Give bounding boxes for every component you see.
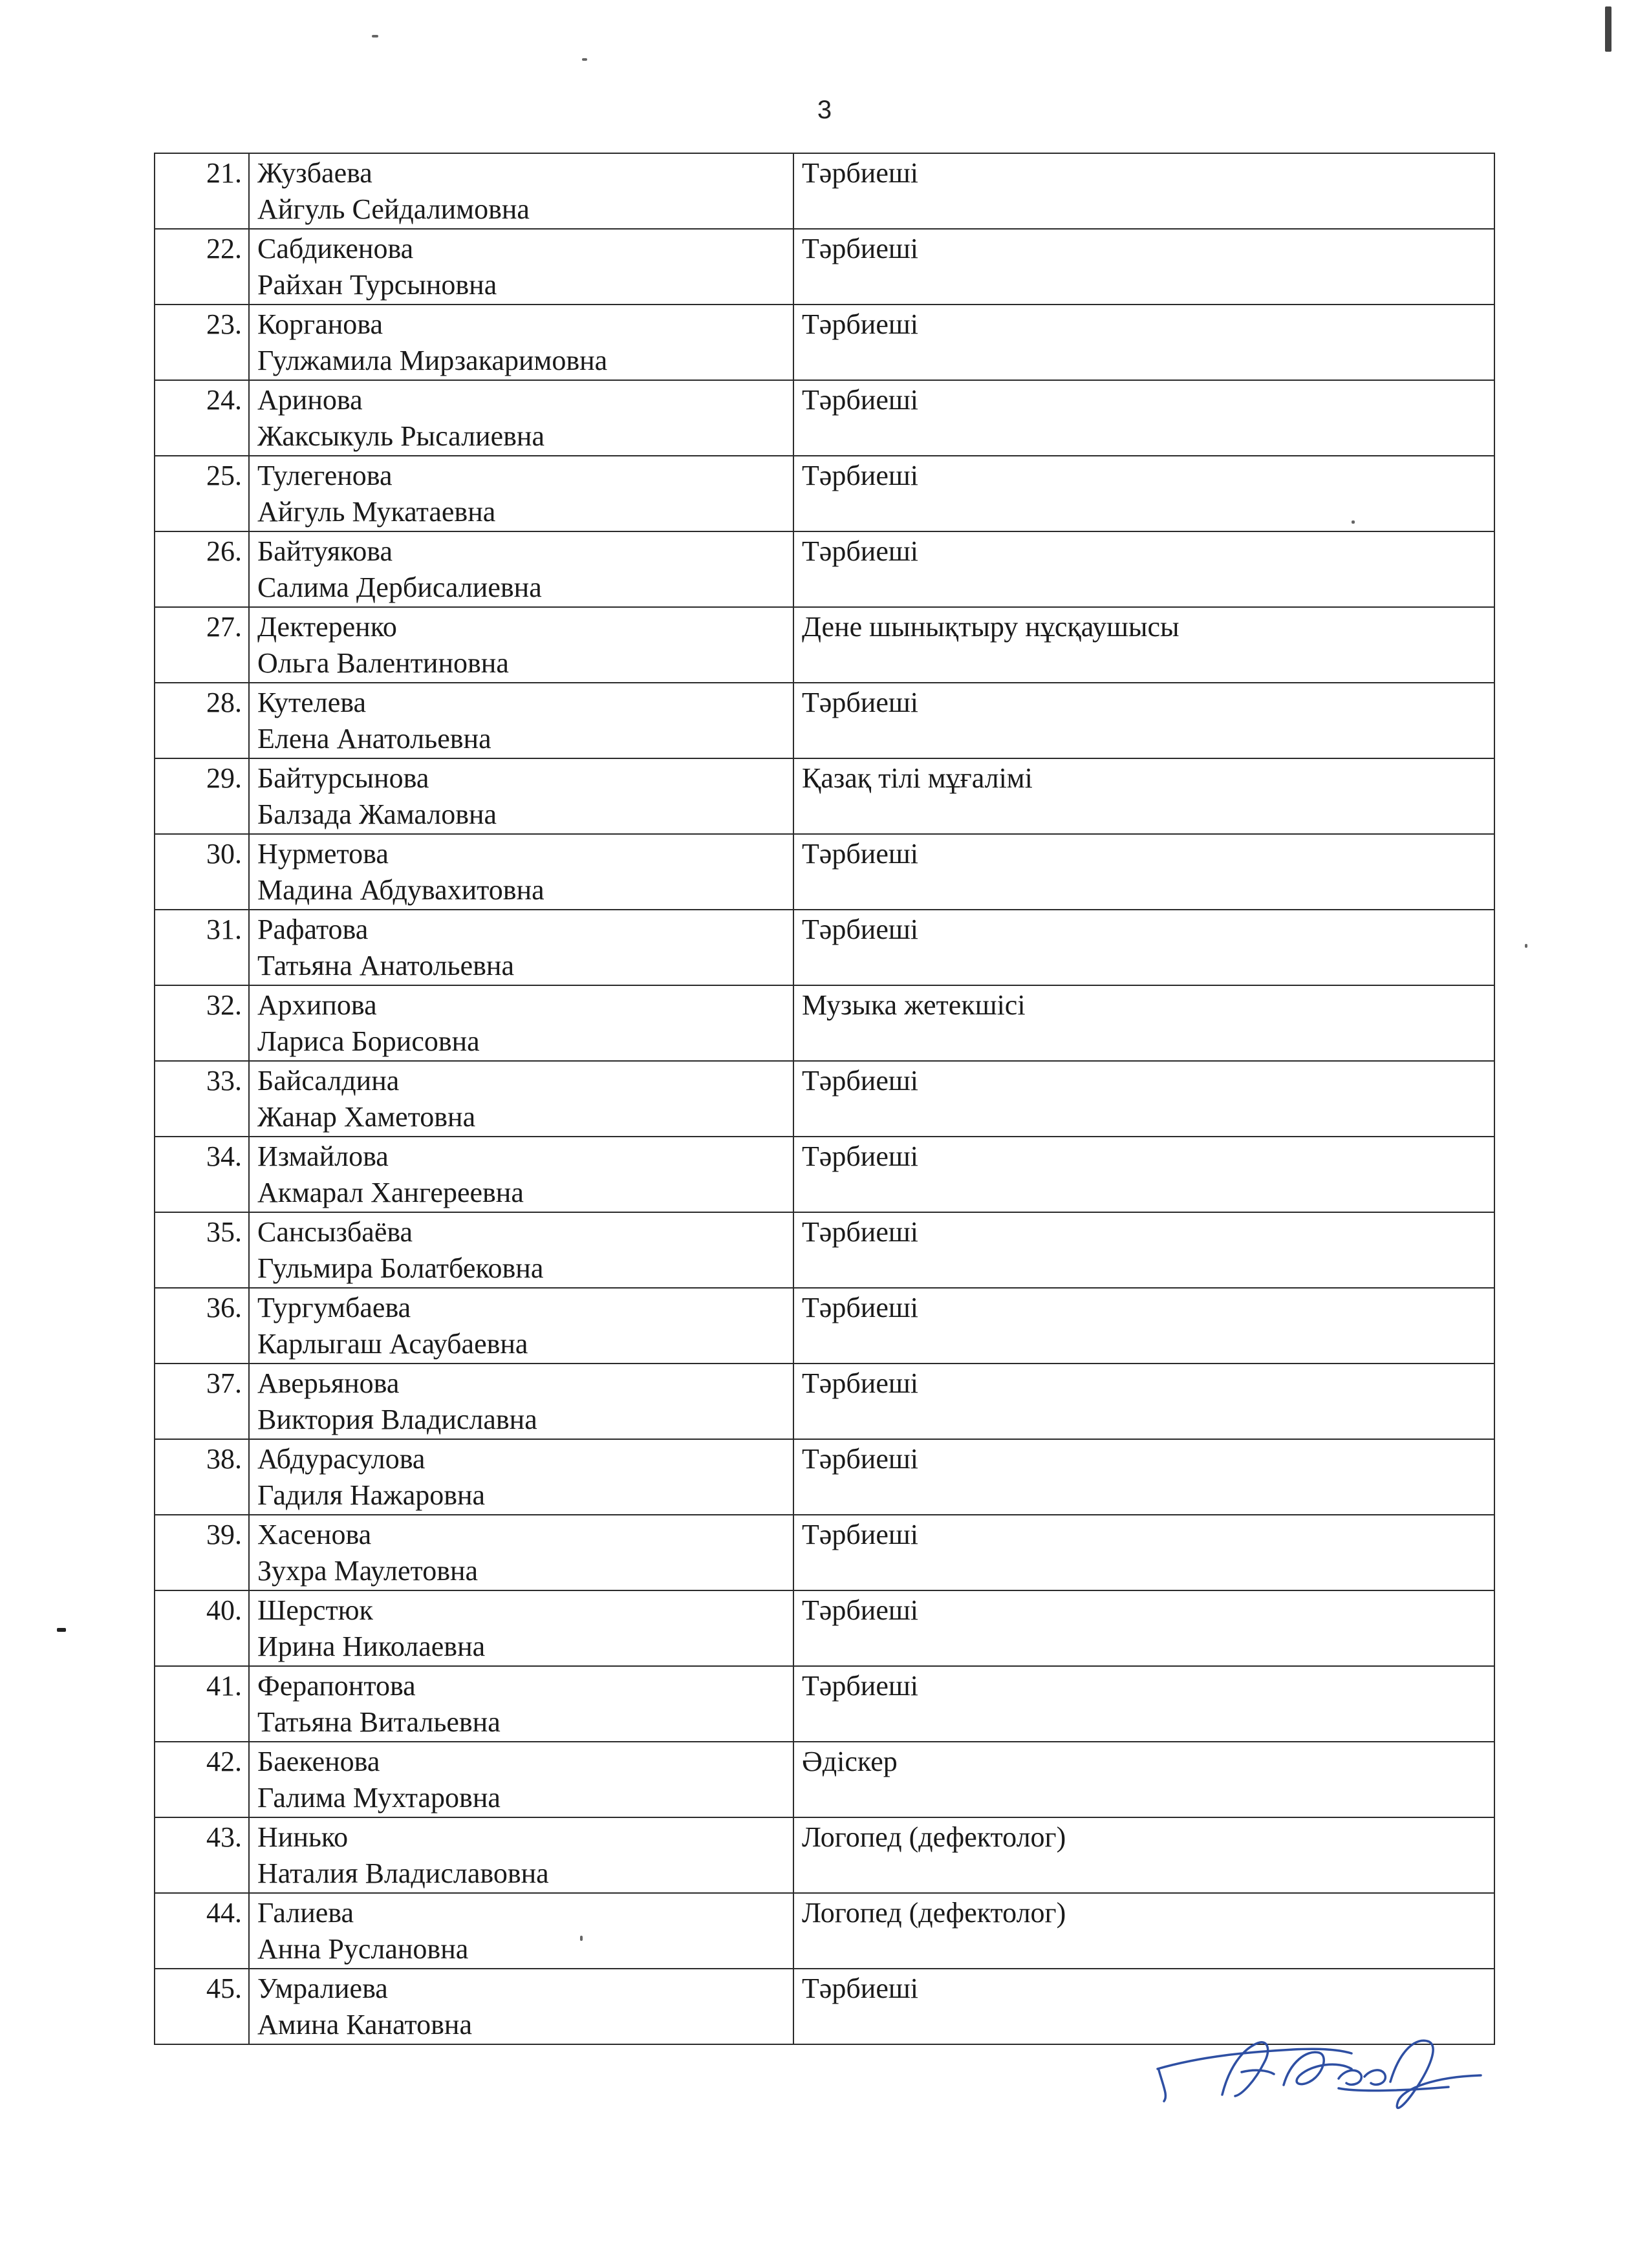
- table-row: [155, 1439, 1494, 1515]
- table-row: [155, 1817, 1494, 1893]
- row-number: 27.: [155, 607, 249, 683]
- employee-surname: Дектеренко: [257, 611, 397, 643]
- employee-position: Тәрбиеші: [793, 531, 1494, 607]
- employee-name-cell: [249, 1590, 793, 1666]
- row-number: 28.: [155, 683, 249, 758]
- signature-icon: [1145, 2024, 1494, 2127]
- row-number: 39.: [155, 1515, 249, 1590]
- employee-given-names: Жанар Хаметовна: [257, 1101, 476, 1133]
- employee-surname: Умралиева: [257, 1973, 388, 2004]
- employee-position: Тәрбиеші: [793, 229, 1494, 305]
- page-number: 3: [817, 96, 832, 124]
- scan-speck: [1605, 6, 1611, 52]
- employee-surname: Измайлова: [257, 1140, 389, 1172]
- employee-name-cell: [249, 456, 793, 531]
- employee-given-names: Анна Руслановна: [257, 1933, 469, 1965]
- scan-speck: [372, 35, 378, 37]
- employee-name-cell: [249, 607, 793, 683]
- scan-speck: [57, 1628, 66, 1632]
- employee-position: Тәрбиеші: [793, 380, 1494, 456]
- employee-position: Қазақ тілі мұғалімі: [793, 758, 1494, 834]
- employee-surname: Байтурсынова: [257, 762, 429, 794]
- employee-given-names: Айгуль Сейдалимовна: [257, 193, 530, 225]
- employee-surname: Байсалдина: [257, 1065, 400, 1097]
- scan-speck: [1525, 944, 1527, 948]
- row-number: 41.: [155, 1666, 249, 1742]
- employee-name-cell: [249, 531, 793, 607]
- row-number: 29.: [155, 758, 249, 834]
- table-row: [155, 531, 1494, 607]
- employee-given-names: Гульмира Болатбековна: [257, 1252, 544, 1284]
- table-row: [155, 380, 1494, 456]
- table-row: [155, 683, 1494, 758]
- staff-table: [154, 153, 1495, 2045]
- table-row: [155, 1590, 1494, 1666]
- staff-table-body: [155, 153, 1494, 2044]
- employee-surname: Аринова: [257, 384, 363, 416]
- employee-given-names: Салима Дербисалиевна: [257, 572, 542, 603]
- row-number: 34.: [155, 1137, 249, 1212]
- employee-surname: Аверьянова: [257, 1367, 400, 1399]
- employee-given-names: Гулжамила Мирзакаримовна: [257, 345, 608, 376]
- employee-position: Тәрбиеші: [793, 910, 1494, 985]
- row-number: 36.: [155, 1288, 249, 1364]
- employee-surname: Абдурасулова: [257, 1443, 426, 1475]
- table-row: [155, 1742, 1494, 1817]
- employee-name-cell: [249, 305, 793, 380]
- table-row: [155, 758, 1494, 834]
- employee-name-cell: [249, 1969, 793, 2044]
- employee-name-cell: [249, 229, 793, 305]
- employee-position: Тәрбиеші: [793, 153, 1494, 229]
- employee-surname: Архипова: [257, 989, 377, 1021]
- employee-position: Тәрбиеші: [793, 1364, 1494, 1439]
- employee-position: Тәрбиеші: [793, 1061, 1494, 1137]
- row-number: 32.: [155, 985, 249, 1061]
- employee-surname: Сабдикенова: [257, 233, 414, 264]
- employee-position: Дене шынықтыру нұсқаушысы: [793, 607, 1494, 683]
- employee-given-names: Балзада Жамаловна: [257, 798, 497, 830]
- scan-speck: [580, 1936, 583, 1941]
- employee-surname: Галиева: [257, 1897, 354, 1929]
- row-number: 21.: [155, 153, 249, 229]
- employee-given-names: Ольга Валентиновна: [257, 647, 509, 679]
- row-number: 43.: [155, 1817, 249, 1893]
- employee-position: Тәрбиеші: [793, 1515, 1494, 1590]
- employee-surname: Тургумбаева: [257, 1292, 411, 1323]
- row-number: 38.: [155, 1439, 249, 1515]
- employee-name-cell: [249, 985, 793, 1061]
- employee-name-cell: [249, 1212, 793, 1288]
- table-row: [155, 305, 1494, 380]
- employee-surname: Хасенова: [257, 1519, 372, 1550]
- employee-position: Тәрбиеші: [793, 1969, 1494, 2044]
- table-row: [155, 1288, 1494, 1364]
- employee-surname: Жузбаева: [257, 157, 372, 189]
- row-number: 35.: [155, 1212, 249, 1288]
- employee-name-cell: [249, 1666, 793, 1742]
- employee-given-names: Галима Мухтаровна: [257, 1782, 501, 1813]
- table-row: [155, 1061, 1494, 1137]
- employee-surname: Тулегенова: [257, 460, 393, 491]
- employee-given-names: Татьяна Анатольевна: [257, 950, 514, 981]
- row-number: 24.: [155, 380, 249, 456]
- employee-given-names: Гадиля Нажаровна: [257, 1479, 486, 1511]
- employee-surname: Ферапонтова: [257, 1670, 416, 1702]
- employee-surname: Байтуякова: [257, 535, 393, 567]
- employee-given-names: Айгуль Мукатаевна: [257, 496, 496, 528]
- table-row: [155, 153, 1494, 229]
- row-number: 33.: [155, 1061, 249, 1137]
- row-number: 37.: [155, 1364, 249, 1439]
- row-number: 44.: [155, 1893, 249, 1969]
- employee-name-cell: [249, 1742, 793, 1817]
- employee-name-cell: [249, 758, 793, 834]
- employee-name-cell: [249, 1137, 793, 1212]
- employee-name-cell: [249, 683, 793, 758]
- employee-position: Логопед (дефектолог): [793, 1893, 1494, 1969]
- employee-surname: Нурметова: [257, 838, 389, 870]
- table-row: [155, 1364, 1494, 1439]
- employee-position: Музыка жетекшісі: [793, 985, 1494, 1061]
- row-number: 31.: [155, 910, 249, 985]
- employee-name-cell: [249, 834, 793, 910]
- employee-position: Тәрбиеші: [793, 683, 1494, 758]
- employee-name-cell: [249, 1061, 793, 1137]
- employee-surname: Баекенова: [257, 1746, 380, 1777]
- employee-name-cell: [249, 1364, 793, 1439]
- table-row: [155, 1666, 1494, 1742]
- table-row: [155, 910, 1494, 985]
- employee-name-cell: [249, 1515, 793, 1590]
- table-row: [155, 229, 1494, 305]
- employee-position: Тәрбиеші: [793, 1212, 1494, 1288]
- employee-given-names: Амина Канатовна: [257, 2009, 472, 2040]
- employee-given-names: Виктория Владиславна: [257, 1404, 537, 1435]
- table-row: [155, 1893, 1494, 1969]
- employee-name-cell: [249, 1439, 793, 1515]
- row-number: 23.: [155, 305, 249, 380]
- scan-speck: [582, 58, 587, 61]
- table-row: [155, 1212, 1494, 1288]
- employee-given-names: Зухра Маулетовна: [257, 1555, 479, 1587]
- employee-position: Әдіскер: [793, 1742, 1494, 1817]
- table-row: [155, 1515, 1494, 1590]
- table-row: [155, 456, 1494, 531]
- employee-given-names: Елена Анатольевна: [257, 723, 491, 754]
- employee-given-names: Мадина Абдувахитовна: [257, 874, 544, 906]
- employee-position: Тәрбиеші: [793, 456, 1494, 531]
- row-number: 40.: [155, 1590, 249, 1666]
- employee-position: Тәрбиеші: [793, 1137, 1494, 1212]
- row-number: 30.: [155, 834, 249, 910]
- employee-given-names: Карлыгаш Асаубаевна: [257, 1328, 528, 1360]
- row-number: 42.: [155, 1742, 249, 1817]
- employee-given-names: Акмарал Хангереевна: [257, 1177, 524, 1208]
- employee-name-cell: [249, 1817, 793, 1893]
- employee-position: Тәрбиеші: [793, 834, 1494, 910]
- employee-given-names: Райхан Турсыновна: [257, 269, 497, 301]
- row-number: 25.: [155, 456, 249, 531]
- employee-surname: Шерстюк: [257, 1594, 373, 1626]
- employee-name-cell: [249, 153, 793, 229]
- employee-position: Тәрбиеші: [793, 1666, 1494, 1742]
- employee-position: Тәрбиеші: [793, 1439, 1494, 1515]
- table-row: [155, 1137, 1494, 1212]
- scan-speck: [1352, 520, 1355, 524]
- employee-given-names: Ирина Николаевна: [257, 1631, 486, 1662]
- row-number: 22.: [155, 229, 249, 305]
- table-row: [155, 607, 1494, 683]
- employee-position: Тәрбиеші: [793, 1590, 1494, 1666]
- employee-surname: Кутелева: [257, 687, 367, 718]
- employee-given-names: Жаксыкуль Рысалиевна: [257, 420, 544, 452]
- employee-given-names: Татьяна Витальевна: [257, 1706, 501, 1738]
- table-row: [155, 834, 1494, 910]
- employee-position: Логопед (дефектолог): [793, 1817, 1494, 1893]
- employee-name-cell: [249, 380, 793, 456]
- employee-surname: Рафатова: [257, 914, 369, 945]
- employee-surname: Нинько: [257, 1821, 349, 1853]
- employee-position: Тәрбиеші: [793, 1288, 1494, 1364]
- employee-name-cell: [249, 910, 793, 985]
- employee-given-names: Наталия Владиславовна: [257, 1857, 549, 1889]
- employee-name-cell: [249, 1893, 793, 1969]
- employee-surname: Корганова: [257, 308, 383, 340]
- table-row: [155, 985, 1494, 1061]
- row-number: 45.: [155, 1969, 249, 2044]
- employee-position: Тәрбиеші: [793, 305, 1494, 380]
- employee-surname: Сансызбаёва: [257, 1216, 413, 1248]
- row-number: 26.: [155, 531, 249, 607]
- employee-name-cell: [249, 1288, 793, 1364]
- employee-given-names: Лариса Борисовна: [257, 1025, 480, 1057]
